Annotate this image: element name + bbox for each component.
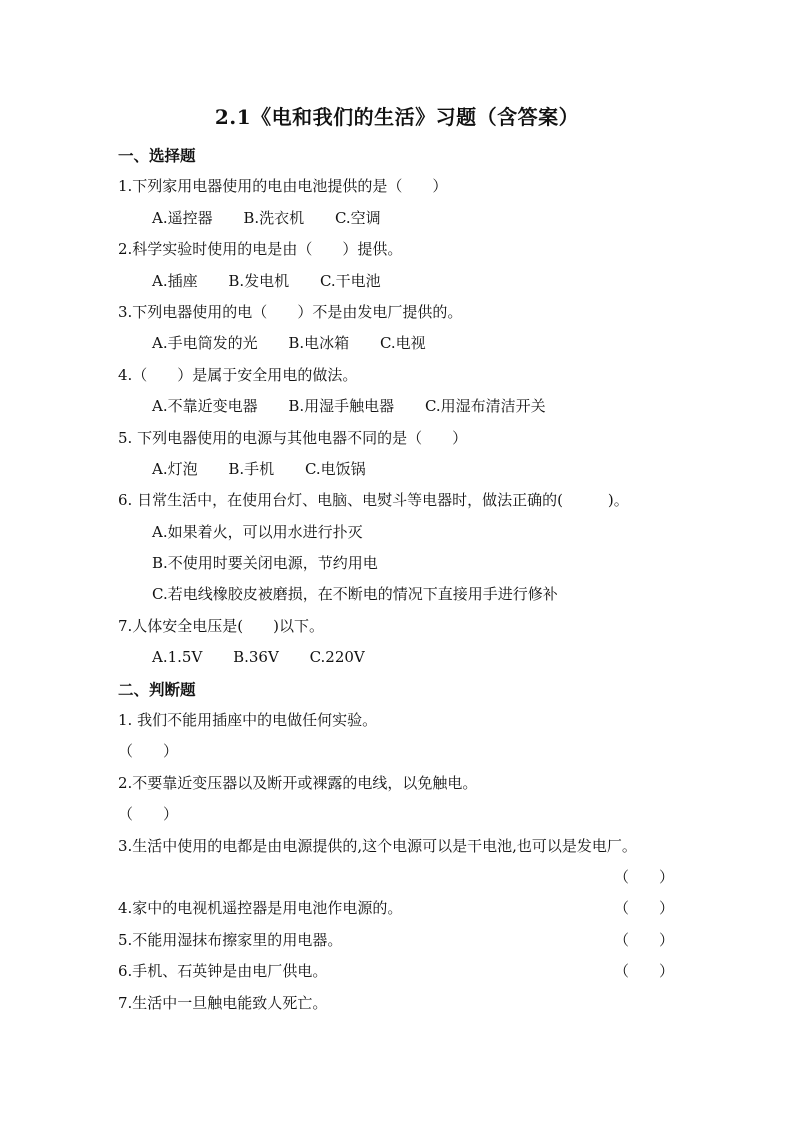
judge-q3-row [118,862,674,893]
choice-q4-stem: 4.（ ）是属于安全用电的做法。 [118,365,358,384]
judge-q4-statement: 4.家中的电视机遥控器是用电池作电源的。 [118,899,403,918]
choice-q3-option-b: B.电冰箱 [288,334,350,353]
choice-q5-stem: 5. 下列电器使用的电源与其他电器不同的是（ ） [118,428,468,447]
choice-q1-stem: 1.下列家用电器使用的电由电池提供的是（ ） [118,177,448,196]
judge-q5-paren: （ ） [613,930,674,949]
judge-q4-paren: （ ） [613,899,674,918]
judge-q6-paren: （ ） [613,962,674,981]
judge-q6-statement: 6.手机、石英钟是由电厂供电。 [118,962,328,981]
choice-q1-option-b: B.洗衣机 [243,208,305,227]
choice-q2-options [118,266,674,297]
choice-q6-option-b: B.不使用时要关闭电源，节约用电 [152,554,378,573]
judge-q3-statement: 3.生活中使用的电都是由电源提供的,这个电源可以是干电池,也可以是发电厂。 [118,836,637,855]
choice-q3-stem: 3.下列电器使用的电（ ）不是由发电厂提供的。 [118,302,463,321]
choice-q2-stem: 2.科学实验时使用的电是由（ ）提供。 [118,240,403,259]
choice-q5-options [118,454,674,485]
judge-q2-statement: 2.不要靠近变压器以及断开或裸露的电线，以免触电。 [118,773,478,792]
judge-q3-paren: （ ） [613,867,674,886]
choice-q6-option-c: C.若电线橡胶皮被磨损，在不断电的情况下直接用手进行修补 [152,585,558,604]
choice-q6-stem: 6. 日常生活中，在使用台灯、电脑、电熨斗等电器时，做法正确的( )。 [118,491,629,510]
judge-q5-row [118,925,674,956]
choice-q5-option-a: A.灯泡 [152,459,198,478]
choice-q7-option-b: B.36V [233,648,279,667]
judge-q1-paren: （ ） [118,742,179,761]
choice-q1-options [118,203,674,234]
page-title: 2.1《电和我们的生活》习题（含答案） [214,105,580,129]
judge-q7-statement: 7.生活中一旦触电能致人死亡。 [118,993,328,1012]
judge-q4-row [118,893,674,924]
judge-section-heading: 二、判断题 [118,679,196,699]
judge-q5-statement: 5.不能用湿抹布擦家里的用电器。 [118,930,343,949]
judge-q6-row [118,956,674,987]
choice-q7-option-c: C.220V [309,648,365,667]
choice-section-heading: 一、选择题 [118,146,196,165]
choice-q2-option-a: A.插座 [152,271,198,290]
choice-q2-option-c: C.干电池 [319,271,381,290]
choice-q3-options [118,328,674,359]
choice-q7-option-a: A.1.5V [152,648,203,667]
choice-q7-options [118,642,674,673]
choice-q4-option-c: C.用湿布清洁开关 [424,397,546,416]
choice-q5-option-b: B.手机 [228,459,275,478]
choice-q1-option-a: A.遥控器 [152,208,213,227]
choice-q3-option-c: C.电视 [379,334,426,353]
judge-q1-statement: 1. 我们不能用插座中的电做任何实验。 [118,711,378,730]
choice-q5-option-c: C.电饭锅 [304,459,366,478]
choice-q7-stem: 7.人体安全电压是( )以下。 [118,616,325,635]
choice-q3-option-a: A.手电筒发的光 [152,334,258,353]
choice-q4-options [118,391,674,422]
choice-q2-option-b: B.发电机 [228,271,290,290]
worksheet-content [118,140,674,1019]
choice-q4-option-a: A.不靠近变电器 [152,397,258,416]
choice-q1-option-c: C.空调 [334,208,381,227]
choice-q6-option-a: A.如果着火，可以用水进行扑灭 [152,522,363,541]
judge-q2-paren: （ ） [118,805,179,824]
choice-q4-option-b: B.用湿手触电器 [288,397,395,416]
